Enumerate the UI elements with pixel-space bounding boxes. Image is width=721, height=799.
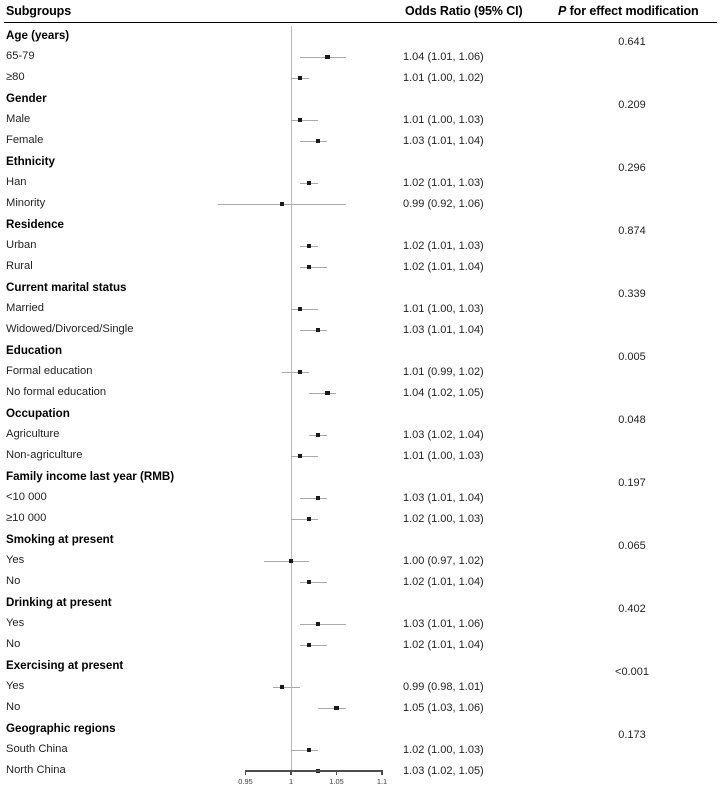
group-label: Gender <box>6 92 47 105</box>
p-value: 0.209 <box>618 99 646 111</box>
group-label: Family income last year (RMB) <box>6 470 175 483</box>
p-value: 0.402 <box>618 603 646 615</box>
group-row <box>0 467 721 488</box>
group-row <box>0 530 721 551</box>
point-estimate-marker <box>307 580 311 584</box>
group-label: Ethnicity <box>6 155 55 168</box>
axis-tick-label: 1.1 <box>376 777 388 786</box>
point-estimate-marker <box>307 517 311 521</box>
subgroup-row <box>0 488 721 509</box>
odds-ratio-value: 1.03 (1.02, 1.05) <box>403 765 484 777</box>
odds-ratio-value: 1.02 (1.01, 1.04) <box>403 576 484 588</box>
confidence-interval-bar <box>291 519 318 520</box>
confidence-interval-bar <box>300 141 327 142</box>
group-row <box>0 89 721 110</box>
odds-ratio-value: 1.02 (1.00, 1.03) <box>403 744 484 756</box>
column-header-subgroups: Subgroups <box>6 4 72 18</box>
subgroup-label: Non-agriculture <box>6 449 83 461</box>
odds-ratio-value: 1.04 (1.02, 1.05) <box>403 387 484 399</box>
point-estimate-marker <box>307 748 311 752</box>
point-estimate-marker <box>316 328 320 332</box>
p-value: 0.641 <box>618 36 646 48</box>
subgroup-row <box>0 68 721 89</box>
group-label: Exercising at present <box>6 659 124 672</box>
subgroup-row <box>0 383 721 404</box>
subgroup-row <box>0 173 721 194</box>
subgroup-label: Yes <box>6 617 25 629</box>
group-row <box>0 215 721 236</box>
subgroup-row <box>0 299 721 320</box>
point-estimate-marker <box>307 181 311 185</box>
column-header-p-value <box>558 4 699 18</box>
subgroup-row <box>0 572 721 593</box>
subgroup-row <box>0 614 721 635</box>
odds-ratio-value: 1.03 (1.01, 1.04) <box>403 492 484 504</box>
subgroup-row <box>0 635 721 656</box>
axis-tick <box>245 770 246 775</box>
subgroup-row <box>0 677 721 698</box>
confidence-interval-bar <box>300 582 327 583</box>
odds-ratio-value: 1.01 (1.00, 1.02) <box>403 72 484 84</box>
confidence-interval-bar <box>300 330 327 331</box>
p-value: 0.173 <box>618 729 646 741</box>
subgroup-label: Han <box>6 176 27 188</box>
odds-ratio-value: 1.01 (1.00, 1.03) <box>403 303 484 315</box>
axis-tick <box>290 770 291 775</box>
group-row <box>0 404 721 425</box>
group-label: Drinking at present <box>6 596 112 609</box>
subgroup-label: No <box>6 701 21 713</box>
odds-ratio-value: 1.05 (1.03, 1.06) <box>403 702 484 714</box>
subgroup-row <box>0 257 721 278</box>
confidence-interval-bar <box>264 561 310 562</box>
odds-ratio-value: 0.99 (0.92, 1.06) <box>403 198 484 210</box>
p-value: <0.001 <box>615 666 649 678</box>
p-header-rest: for effect modification <box>566 4 699 18</box>
subgroup-label: ≥80 <box>6 71 25 83</box>
subgroup-row <box>0 236 721 257</box>
point-estimate-marker <box>307 265 311 269</box>
point-estimate-marker <box>307 244 311 248</box>
point-estimate-marker <box>280 202 284 206</box>
p-italic-letter: P <box>558 4 567 18</box>
subgroup-row <box>0 551 721 572</box>
group-row <box>0 593 721 614</box>
odds-ratio-value: 1.03 (1.01, 1.04) <box>403 324 484 336</box>
confidence-interval-bar <box>291 750 318 751</box>
group-row <box>0 278 721 299</box>
p-value: 0.005 <box>618 351 646 363</box>
subgroup-label: ≥10 000 <box>6 512 47 524</box>
axis-tick-label: 1.05 <box>329 777 344 786</box>
subgroup-label: Male <box>6 113 31 125</box>
point-estimate-marker <box>316 622 320 626</box>
group-row <box>0 26 721 47</box>
point-estimate-marker <box>298 118 302 122</box>
point-estimate-marker <box>325 391 329 395</box>
group-label: Smoking at present <box>6 533 114 546</box>
axis-tick-label: 0.95 <box>238 777 253 786</box>
confidence-interval-bar <box>300 645 327 646</box>
odds-ratio-value: 1.02 (1.01, 1.04) <box>403 261 484 273</box>
subgroup-label: Married <box>6 302 44 314</box>
point-estimate-marker <box>289 559 293 563</box>
point-estimate-marker <box>334 706 338 710</box>
odds-ratio-value: 1.03 (1.02, 1.04) <box>403 429 484 441</box>
odds-ratio-value: 0.99 (0.98, 1.01) <box>403 681 484 693</box>
odds-ratio-value: 1.03 (1.01, 1.06) <box>403 618 484 630</box>
odds-ratio-value: 1.01 (0.99, 1.02) <box>403 366 484 378</box>
subgroup-row <box>0 362 721 383</box>
confidence-interval-bar <box>291 309 318 310</box>
subgroup-label: Yes <box>6 680 25 692</box>
odds-ratio-value: 1.02 (1.00, 1.03) <box>403 513 484 525</box>
header-rule <box>4 22 717 23</box>
subgroup-label: North China <box>6 764 66 776</box>
odds-ratio-value: 1.01 (1.00, 1.03) <box>403 450 484 462</box>
group-row <box>0 719 721 740</box>
subgroup-label: Widowed/Divorced/Single <box>6 323 134 335</box>
confidence-interval-bar <box>318 708 345 709</box>
p-value: 0.296 <box>618 162 646 174</box>
odds-ratio-value: 1.02 (1.01, 1.04) <box>403 639 484 651</box>
group-label: Residence <box>6 218 64 231</box>
group-label: Geographic regions <box>6 722 116 735</box>
confidence-interval-bar <box>300 498 327 499</box>
subgroup-row <box>0 47 721 68</box>
subgroup-label: Rural <box>6 260 33 272</box>
p-value: 0.197 <box>618 477 646 489</box>
subgroup-label: Agriculture <box>6 428 60 440</box>
subgroup-label: Formal education <box>6 365 93 377</box>
point-estimate-marker <box>307 643 311 647</box>
subgroup-row <box>0 194 721 215</box>
odds-ratio-value: 1.04 (1.01, 1.06) <box>403 51 484 63</box>
subgroup-row <box>0 446 721 467</box>
axis-tick <box>381 770 382 775</box>
p-value: 0.065 <box>618 540 646 552</box>
axis-line <box>246 770 383 772</box>
point-estimate-marker <box>298 307 302 311</box>
p-value: 0.874 <box>618 225 646 237</box>
odds-ratio-value: 1.02 (1.01, 1.03) <box>403 240 484 252</box>
subgroup-row <box>0 131 721 152</box>
subgroup-label: No <box>6 638 21 650</box>
confidence-interval-bar <box>291 456 318 457</box>
point-estimate-marker <box>280 685 284 689</box>
odds-ratio-value: 1.02 (1.01, 1.03) <box>403 177 484 189</box>
confidence-interval-bar <box>273 687 300 688</box>
point-estimate-marker <box>298 76 302 80</box>
group-label: Education <box>6 344 63 357</box>
axis-tick <box>336 770 337 775</box>
subgroup-row <box>0 110 721 131</box>
confidence-interval-bar <box>309 393 336 394</box>
subgroup-row <box>0 509 721 530</box>
confidence-interval-bar <box>300 57 346 58</box>
group-row <box>0 656 721 677</box>
subgroup-label: 65-79 <box>6 50 35 62</box>
confidence-interval-bar <box>282 372 309 373</box>
subgroup-label: South China <box>6 743 68 755</box>
subgroup-label: Female <box>6 134 44 146</box>
group-label: Current marital status <box>6 281 127 294</box>
group-row <box>0 152 721 173</box>
point-estimate-marker <box>316 496 320 500</box>
group-label: Age (years) <box>6 29 70 42</box>
p-value: 0.339 <box>618 288 646 300</box>
p-value: 0.048 <box>618 414 646 426</box>
confidence-interval-bar <box>300 267 327 268</box>
subgroup-label: No formal education <box>6 386 107 398</box>
odds-ratio-value: 1.00 (0.97, 1.02) <box>403 555 484 567</box>
confidence-interval-bar <box>291 120 318 121</box>
point-estimate-marker <box>325 55 329 59</box>
point-estimate-marker <box>298 454 302 458</box>
subgroup-label: Urban <box>6 239 37 251</box>
subgroup-row <box>0 698 721 719</box>
subgroup-label: <10 000 <box>6 491 47 503</box>
subgroup-label: No <box>6 575 21 587</box>
group-row <box>0 341 721 362</box>
subgroup-row <box>0 740 721 761</box>
odds-ratio-value: 1.03 (1.01, 1.04) <box>403 135 484 147</box>
axis-tick-label: 1 <box>288 777 294 786</box>
odds-ratio-value: 1.01 (1.00, 1.03) <box>403 114 484 126</box>
point-estimate-marker <box>316 433 320 437</box>
subgroup-label: Minority <box>6 197 46 209</box>
subgroup-label: Yes <box>6 554 25 566</box>
column-header-odds-ratio: Odds Ratio (95% CI) <box>405 4 523 18</box>
point-estimate-marker <box>316 139 320 143</box>
group-label: Occupation <box>6 407 70 420</box>
point-estimate-marker <box>298 370 302 374</box>
confidence-interval-bar <box>300 624 346 625</box>
subgroup-row <box>0 425 721 446</box>
subgroup-row <box>0 320 721 341</box>
